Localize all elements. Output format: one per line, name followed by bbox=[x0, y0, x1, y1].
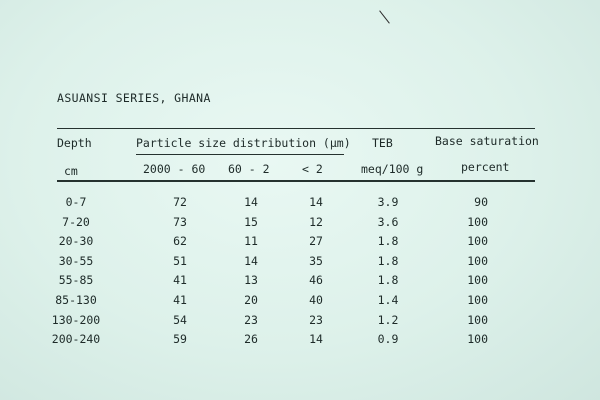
table-row bbox=[0, 254, 600, 272]
base-saturation-cell: 100 bbox=[467, 312, 488, 327]
silt-cell: 14 bbox=[244, 253, 258, 268]
sand-cell: 41 bbox=[173, 273, 187, 288]
header-depth: Depth bbox=[57, 136, 92, 150]
table-row bbox=[0, 195, 600, 213]
table-row bbox=[0, 215, 600, 233]
clay-cell: 14 bbox=[309, 332, 323, 347]
depth-cell: 55-85 bbox=[58, 273, 94, 288]
particle-size-rule bbox=[136, 154, 344, 155]
sand-cell: 51 bbox=[173, 253, 187, 268]
teb-cell: 1.8 bbox=[377, 273, 399, 288]
sand-cell: 54 bbox=[173, 312, 187, 327]
sand-cell: 62 bbox=[173, 234, 187, 249]
header-base-saturation: Base saturation bbox=[435, 134, 539, 148]
clay-cell: 27 bbox=[309, 234, 323, 249]
teb-cell: 3.6 bbox=[377, 214, 399, 229]
header-silt-range: 60 - 2 bbox=[228, 162, 270, 176]
teb-cell: 3.9 bbox=[377, 195, 399, 209]
sand-cell: 73 bbox=[173, 214, 187, 229]
base-saturation-cell: 100 bbox=[467, 273, 488, 288]
depth-cell: 20-30 bbox=[58, 234, 94, 249]
silt-cell: 11 bbox=[244, 234, 258, 249]
depth-cell: 85-130 bbox=[55, 293, 97, 307]
depth-cell: 30-55 bbox=[58, 253, 94, 268]
clay-cell: 23 bbox=[309, 312, 323, 327]
sand-cell: 72 bbox=[173, 195, 187, 209]
header-sand-range: 2000 - 60 bbox=[143, 162, 206, 176]
teb-cell: 1.4 bbox=[377, 293, 399, 307]
silt-cell: 23 bbox=[244, 312, 258, 327]
table-title: ASUANSI SERIES, GHANA bbox=[57, 91, 211, 105]
teb-cell: 0.9 bbox=[377, 332, 399, 347]
header-teb-unit: meq/100 g bbox=[361, 162, 424, 176]
base-saturation-cell: 100 bbox=[467, 332, 488, 347]
base-saturation-cell: 100 bbox=[467, 253, 488, 268]
header-clay-range: < 2 bbox=[302, 162, 323, 176]
table-row bbox=[0, 293, 600, 311]
header-rule bbox=[57, 180, 535, 182]
table-row bbox=[0, 332, 600, 350]
table-row bbox=[0, 313, 600, 331]
base-saturation-cell: 100 bbox=[467, 293, 488, 307]
clay-cell: 12 bbox=[309, 214, 323, 229]
table-row bbox=[0, 234, 600, 252]
depth-cell: 130-200 bbox=[51, 312, 101, 327]
depth-cell: 200-240 bbox=[51, 332, 101, 347]
clay-cell: 40 bbox=[309, 293, 323, 307]
depth-cell: 7-20 bbox=[62, 214, 90, 229]
silt-cell: 15 bbox=[244, 214, 258, 229]
clay-cell: 14 bbox=[309, 195, 323, 209]
base-saturation-cell: 90 bbox=[474, 195, 488, 209]
header-depth-unit: cm bbox=[64, 164, 78, 178]
silt-cell: 20 bbox=[244, 293, 258, 307]
silt-cell: 13 bbox=[244, 273, 258, 288]
teb-cell: 1.8 bbox=[377, 234, 399, 249]
depth-cell: 0-7 bbox=[65, 195, 87, 209]
film-scratch bbox=[379, 10, 390, 23]
sand-cell: 59 bbox=[173, 332, 187, 347]
table-row bbox=[0, 273, 600, 291]
clay-cell: 46 bbox=[309, 273, 323, 288]
header-base-saturation-unit: percent bbox=[461, 160, 510, 174]
header-teb: TEB bbox=[372, 136, 393, 150]
sand-cell: 41 bbox=[173, 293, 187, 307]
silt-cell: 26 bbox=[244, 332, 258, 347]
base-saturation-cell: 100 bbox=[467, 214, 488, 229]
teb-cell: 1.2 bbox=[377, 312, 399, 327]
clay-cell: 35 bbox=[309, 253, 323, 268]
header-particle-size: Particle size distribution (μm) bbox=[136, 136, 351, 150]
base-saturation-cell: 100 bbox=[467, 234, 488, 249]
silt-cell: 14 bbox=[244, 195, 258, 209]
top-rule bbox=[57, 128, 535, 129]
teb-cell: 1.8 bbox=[377, 253, 399, 268]
